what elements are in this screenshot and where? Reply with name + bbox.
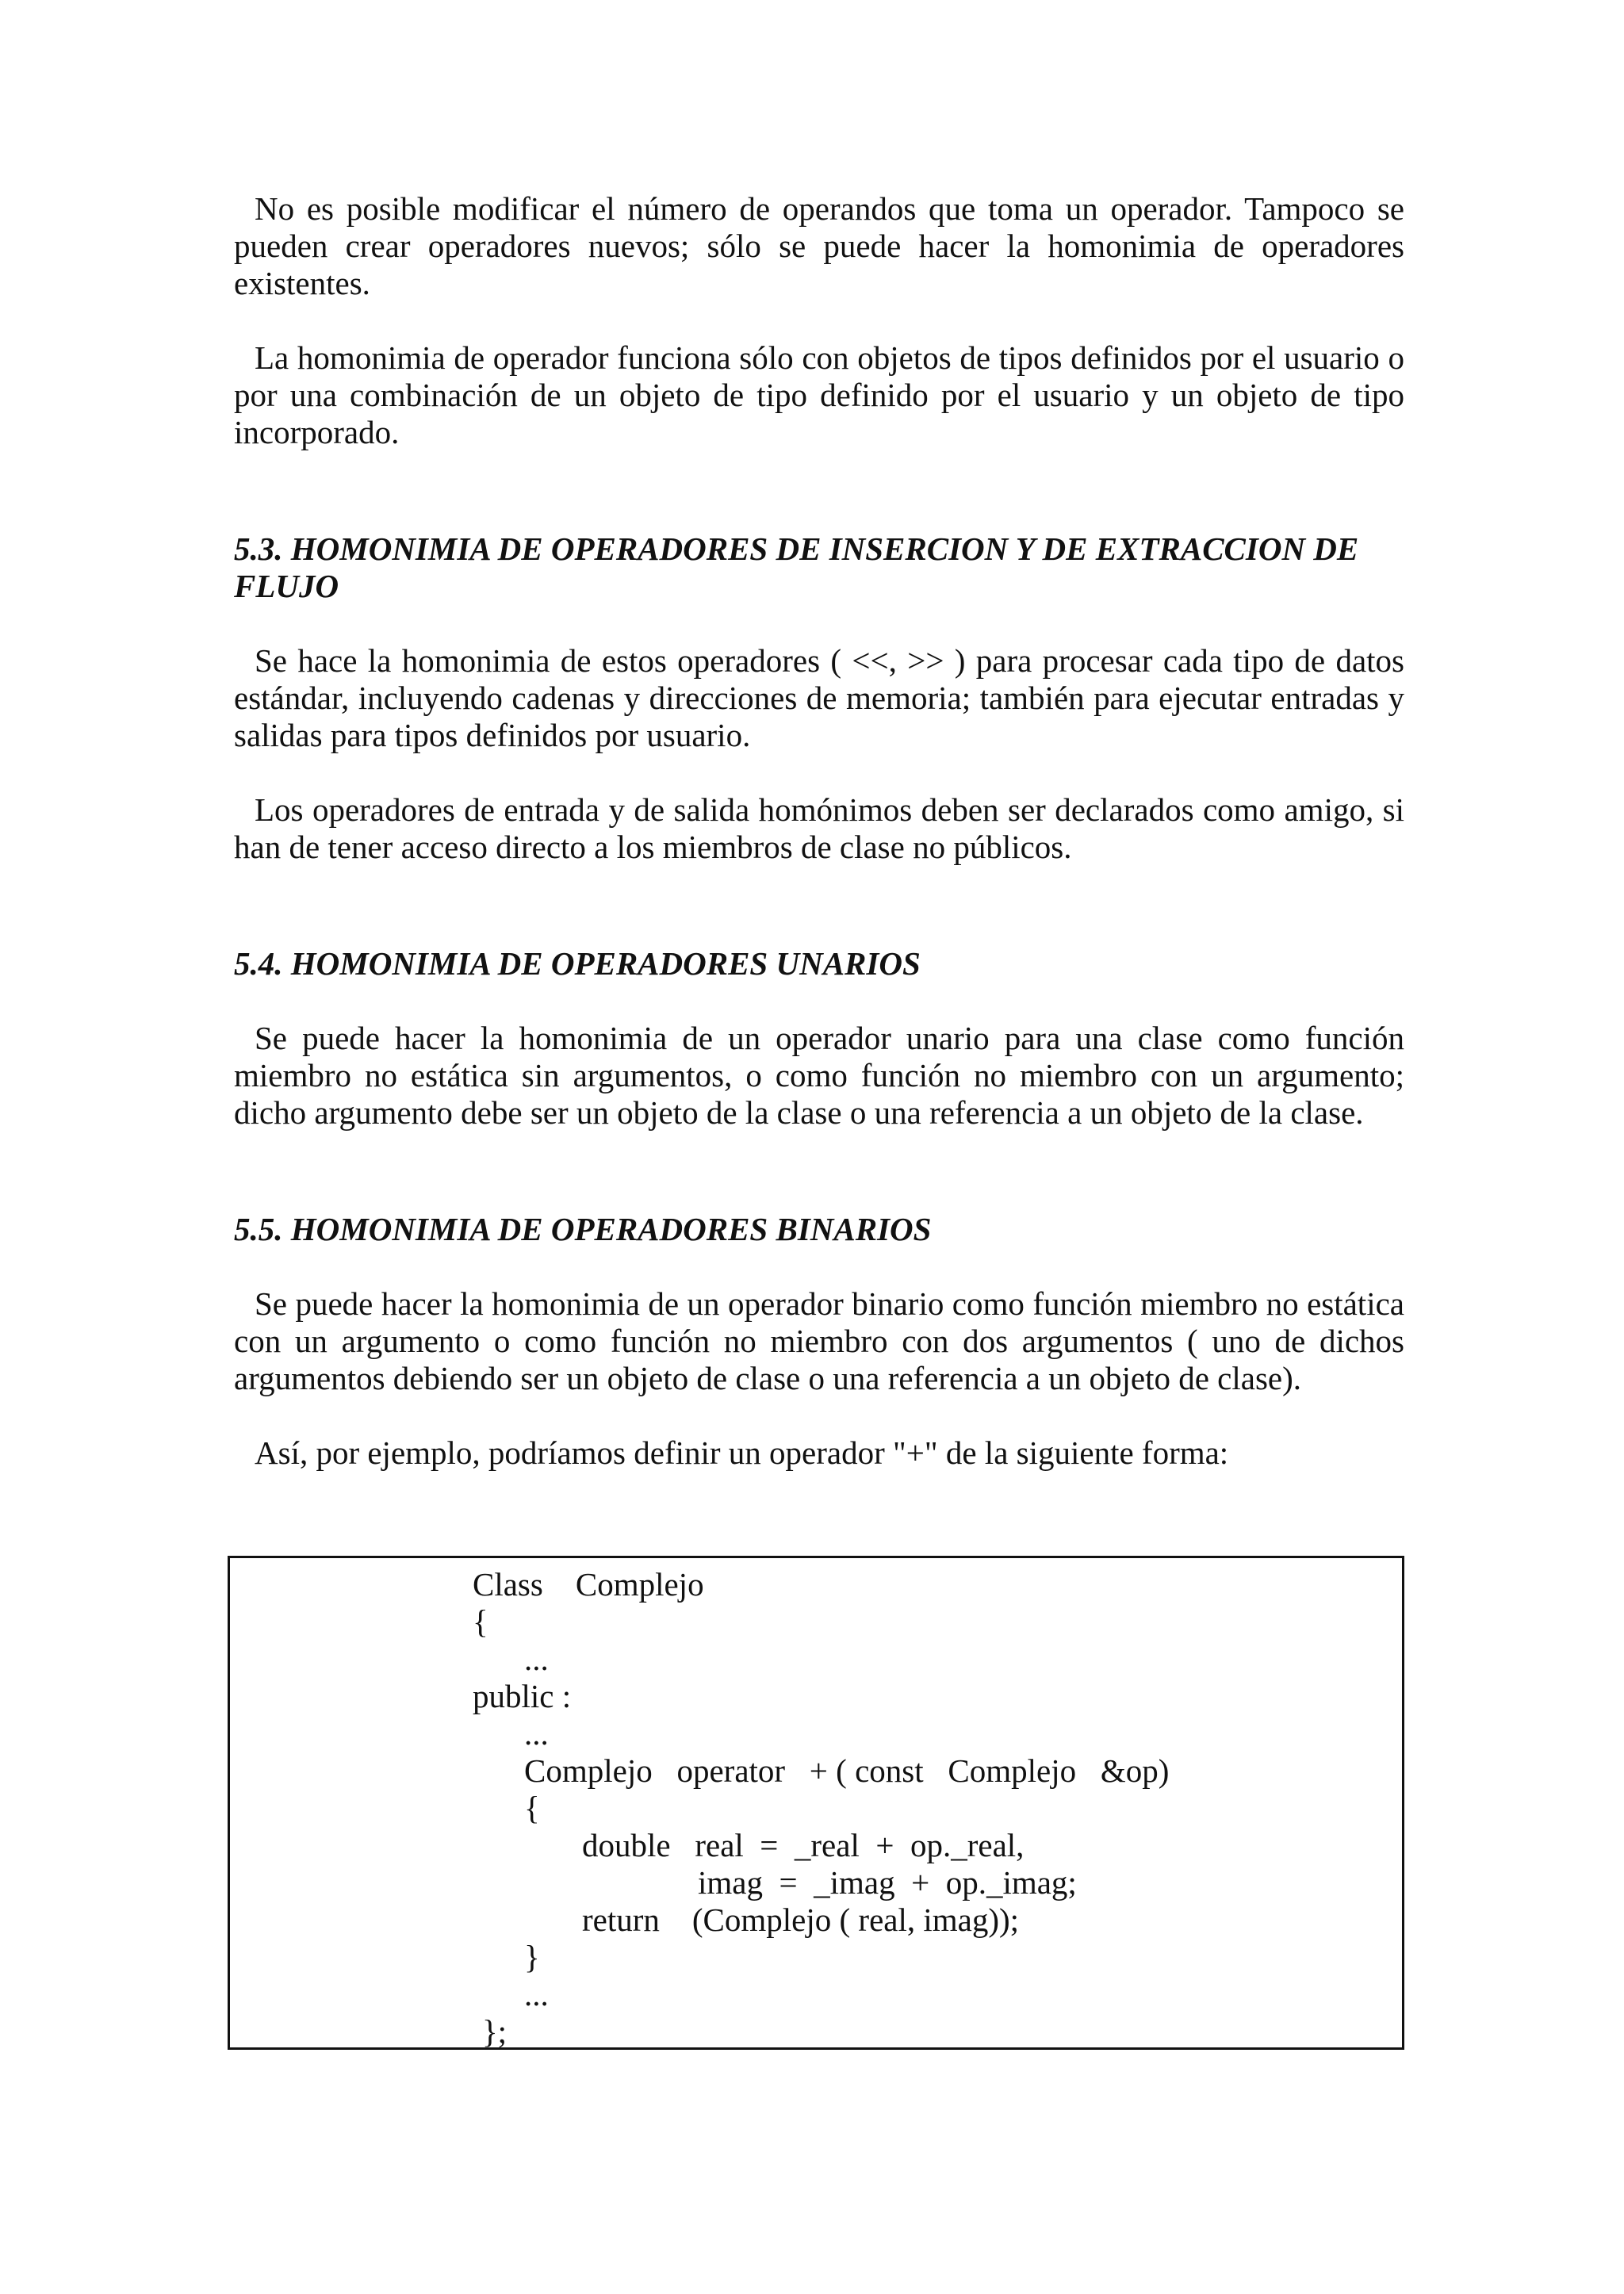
section-heading-5-3: 5.3. HOMONIMIA DE OPERADORES DE INSERCION Y DE EXTRACCION DE FLUJO	[234, 530, 1359, 604]
code-line: ...	[524, 1715, 549, 1752]
code-line: }	[524, 1939, 540, 1975]
code-line: public :	[473, 1678, 572, 1714]
paragraph-binary-operators: Se puede hacer la homonimia de un operador binario como función miembro no estática con un argumento o como función no miembro con dos argumentos ( uno de dichos argumentos debiendo ser un objeto de clase o una referencia a un objeto de clase).	[234, 1285, 1404, 1396]
section-heading-5-5: 5.5. HOMONIMIA DE OPERADORES BINARIOS	[234, 1211, 932, 1247]
paragraph-operands: No es posible modificar el número de operandos que toma un operador. Tampoco se pueden crear operadores nuevos; sólo se puede hacer la homonimia de operadores existentes.	[234, 190, 1404, 301]
code-line: return (Complejo ( real, imag));	[582, 1901, 1020, 1938]
section-heading-5-4: 5.4. HOMONIMIA DE OPERADORES UNARIOS	[234, 945, 921, 982]
code-line: double real = _real + op._real,	[582, 1827, 1025, 1863]
code-line: ...	[524, 1641, 549, 1677]
code-line: };	[482, 2013, 508, 2050]
code-line: {	[524, 1790, 540, 1826]
document-body	[234, 190, 1404, 1472]
paragraph-unary-operators: Se puede hacer la homonimia de un operador unario para una clase como función miembro no estática sin argumentos, o como función no miembro con un argumento; dicho argumento debe ser un objeto de la clase o una referencia a un objeto de la clase.	[234, 1020, 1404, 1131]
paragraph-stream-operators: Se hace la homonimia de estos operadores ( <<, >> ) para procesar cada tipo de datos estándar, incluyendo cadenas y direcciones de memoria; también para ejecutar entradas y salidas para tipos definidos por usuario.	[234, 642, 1404, 753]
paragraph-example-intro: Así, por ejemplo, podríamos definir un operador "+" de la siguiente forma:	[255, 1434, 1229, 1471]
code-example-box	[228, 1556, 1404, 2050]
code-line: ...	[524, 1976, 549, 2013]
code-line: imag = _imag + op._imag;	[698, 1864, 1077, 1901]
code-line: Complejo operator + ( const Complejo &op)	[524, 1752, 1170, 1789]
paragraph-friend-operators: Los operadores de entrada y de salida homónimos deben ser declarados como amigo, si han de tener acceso directo a los miembros de clase no públicos.	[234, 791, 1404, 865]
code-line: Class Complejo	[473, 1566, 704, 1603]
code-line: {	[473, 1603, 488, 1640]
paragraph-user-types: La homonimia de operador funciona sólo con objetos de tipos definidos por el usuario o por una combinación de un objeto de tipo definido por el usuario y un objeto de tipo incorporado.	[234, 339, 1404, 450]
